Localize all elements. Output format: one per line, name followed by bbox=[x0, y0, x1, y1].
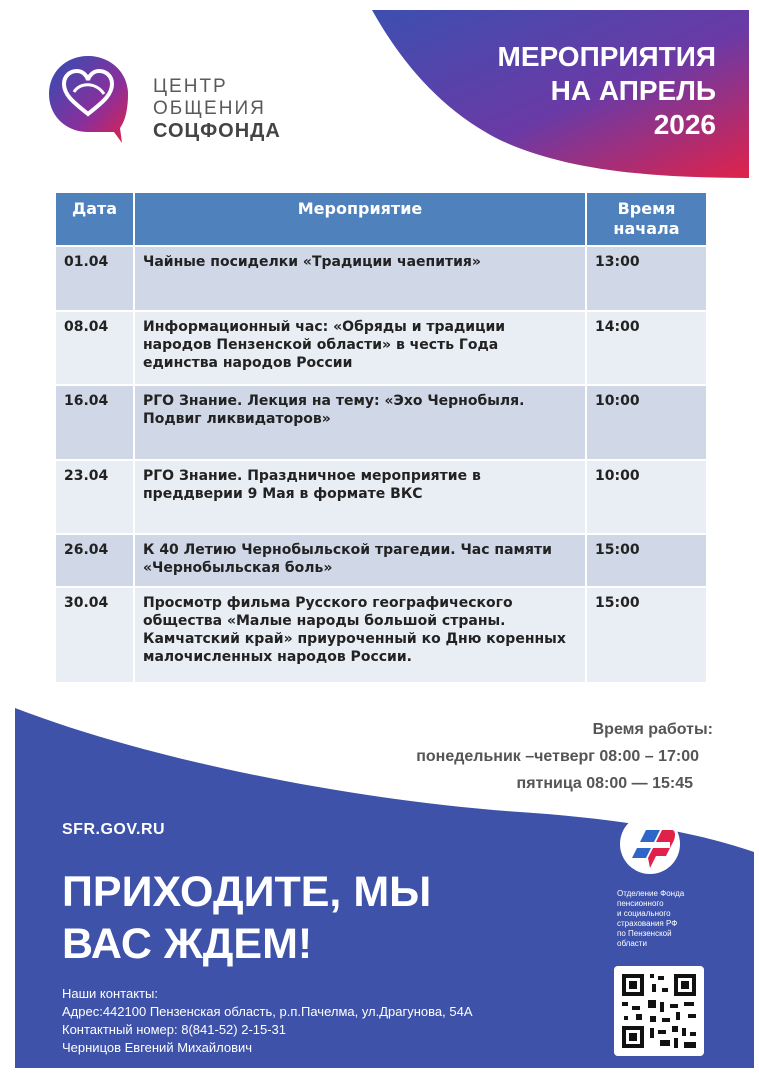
cell-time: 15:00 bbox=[586, 587, 707, 683]
org-line: по Пензенской bbox=[617, 929, 672, 938]
contacts-phone: Контактный номер: 8(841-52) 2-15-31 bbox=[62, 1022, 287, 1037]
cell-time: 14:00 bbox=[586, 311, 707, 385]
title-line-2: НА АПРЕЛЬ bbox=[550, 75, 716, 106]
org-line: пенсионного bbox=[617, 899, 664, 908]
contacts bbox=[62, 985, 473, 1057]
logo-line-3: СОЦФОНДА bbox=[153, 120, 281, 142]
cell-date: 26.04 bbox=[55, 534, 134, 587]
logo-line-1: ЦЕНТР bbox=[153, 76, 228, 97]
sfr-logo-icon bbox=[612, 818, 684, 880]
qr-code-icon[interactable] bbox=[614, 966, 704, 1056]
cell-date: 30.04 bbox=[55, 587, 134, 683]
title-line-1: МЕРОПРИЯТИЯ bbox=[497, 41, 716, 72]
cell-event: Чайные посиделки «Традиции чаепития» bbox=[134, 246, 586, 311]
site-link[interactable]: SFR.GOV.RU bbox=[62, 821, 166, 838]
working-hours bbox=[416, 716, 713, 797]
cell-time: 15:00 bbox=[586, 534, 707, 587]
logo-line-2: ОБЩЕНИЯ bbox=[153, 98, 266, 119]
cell-event: РГО Знание. Праздничное мероприятие в преддверии 9 Мая в формате ВКС bbox=[134, 460, 586, 534]
cell-date: 08.04 bbox=[55, 311, 134, 385]
slogan-line-1: ПРИХОДИТЕ, МЫ bbox=[62, 868, 432, 916]
header-event: Мероприятие bbox=[134, 192, 586, 246]
header-date: Дата bbox=[55, 192, 134, 246]
cell-date: 16.04 bbox=[55, 385, 134, 460]
cell-event: РГО Знание. Лекция на тему: «Эхо Чернобыля. Подвиг ликвидаторов» bbox=[134, 385, 586, 460]
slogan-line-2: ВАС ЖДЕМ! bbox=[62, 920, 313, 968]
hours-title: Время работы: bbox=[592, 721, 713, 738]
cell-time: 13:00 bbox=[586, 246, 707, 311]
cell-date: 23.04 bbox=[55, 460, 134, 534]
cell-time: 10:00 bbox=[586, 460, 707, 534]
cell-event: К 40 Летию Чернобыльской трагедии. Час памяти «Чернобыльская боль» bbox=[134, 534, 586, 587]
cell-time: 10:00 bbox=[586, 385, 707, 460]
hours-weekdays: понедельник –четверг 08:00 – 17:00 bbox=[416, 748, 699, 765]
org-line: страхования РФ bbox=[617, 919, 678, 928]
contacts-person: Черницов Евгений Михайлович bbox=[62, 1040, 253, 1055]
cell-date: 01.04 bbox=[55, 246, 134, 311]
contacts-title: Наши контакты: bbox=[62, 986, 158, 1001]
cell-event: Просмотр фильма Русского географического общества «Малые народы большой страны. Камчатский край» приуроченный ко Дню коренных малочисленных народов России. bbox=[134, 587, 586, 683]
org-line: области bbox=[617, 939, 647, 948]
header-time: Время начала bbox=[586, 192, 707, 246]
hours-friday: пятница 08:00 — 15:45 bbox=[516, 775, 693, 792]
org-line: Отделение Фонда bbox=[617, 889, 685, 898]
sfr-org-name bbox=[617, 889, 707, 949]
title-line-3: 2026 bbox=[653, 109, 716, 140]
cell-event: Информационный час: «Обряды и традиции народов Пензенской области» в честь Года единства народов России bbox=[134, 311, 586, 385]
org-line: и социального bbox=[617, 909, 671, 918]
contacts-address: Адрес:442100 Пензенская область, р.п.Пачелма, ул.Драгунова, 54А bbox=[62, 1004, 473, 1019]
slogan bbox=[62, 866, 431, 970]
